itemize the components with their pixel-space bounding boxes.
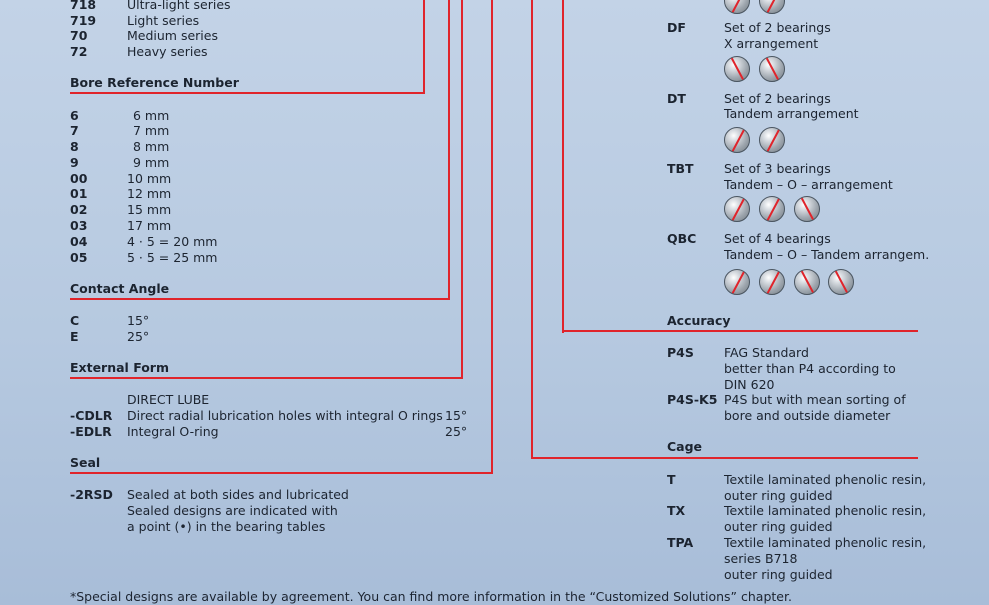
accuracy-heading: Accuracy <box>667 313 731 328</box>
bore-label: 4 · 5 = 20 mm <box>127 234 218 249</box>
connector-cage-underline <box>531 457 918 459</box>
bore-label: 7 mm <box>133 123 170 138</box>
seal-line: Sealed designs are indicated with <box>127 503 338 518</box>
seal-line: Sealed at both sides and lubricated <box>127 487 349 502</box>
series-code: 718 <box>70 0 97 12</box>
connector-cage-vertical <box>531 0 533 459</box>
external-angle: 25° <box>445 424 468 439</box>
bearing-ball-icon <box>724 127 750 153</box>
cage-code: TPA <box>667 535 694 550</box>
bearing-ball-icon <box>759 127 785 153</box>
bore-code: 6 <box>70 108 79 123</box>
connector-accuracy-vertical <box>562 0 564 333</box>
seal-heading: Seal <box>70 455 101 470</box>
series-label: Light series <box>127 13 200 28</box>
arrangement-line: X arrangement <box>724 36 819 51</box>
connector-bore-vertical <box>448 0 450 300</box>
seal-code: -2RSD <box>70 487 113 502</box>
bore-code: 02 <box>70 202 88 217</box>
external-heading: External Form <box>70 360 169 375</box>
external-label: Integral O-ring <box>127 424 219 439</box>
bearing-ball-icon <box>794 269 820 295</box>
connector-bore-underline <box>70 92 425 94</box>
bearing-ball-icon <box>724 56 750 82</box>
cage-line: Textile laminated phenolic resin, <box>724 503 927 518</box>
series-label: Heavy series <box>127 44 208 59</box>
seal-line: a point (•) in the bearing tables <box>127 519 326 534</box>
series-label: Ultra-light series <box>127 0 231 12</box>
bore-code: 8 <box>70 139 79 154</box>
connector-external-underline <box>70 377 463 379</box>
external-angle: 15° <box>445 408 468 423</box>
arrangement-line: Set of 3 bearings <box>724 161 831 176</box>
arrangement-line: Set of 4 bearings <box>724 231 831 246</box>
bore-label: 5 · 5 = 25 mm <box>127 250 218 265</box>
bearing-ball-icon <box>794 196 820 222</box>
cage-line: series B718 <box>724 551 798 566</box>
accuracy-line: FAG Standard <box>724 345 809 360</box>
bearing-ball-icon <box>724 196 750 222</box>
arrangement-line: Set of 2 bearings <box>724 20 831 35</box>
arrangement-code: QBC <box>667 231 697 246</box>
bore-code: 00 <box>70 171 88 186</box>
accuracy-code: P4S <box>667 345 694 360</box>
external-label: Direct radial lubrication holes with integral O rings <box>127 408 443 423</box>
cage-line: outer ring guided <box>724 488 833 503</box>
external-code: -EDLR <box>70 424 112 439</box>
cage-code: T <box>667 472 676 487</box>
contact-code: E <box>70 329 79 344</box>
accuracy-line: better than P4 according to <box>724 361 896 376</box>
cage-line: outer ring guided <box>724 567 833 582</box>
contact-label: 15° <box>127 313 150 328</box>
bearing-ball-icon <box>828 269 854 295</box>
arrangement-code: DF <box>667 20 686 35</box>
bearing-ball-icon <box>724 269 750 295</box>
bore-label: 8 mm <box>133 139 170 154</box>
series-code: 70 <box>70 28 88 43</box>
contact-heading: Contact Angle <box>70 281 170 296</box>
series-code: 719 <box>70 13 97 28</box>
arrangement-code: DT <box>667 91 686 106</box>
cage-code: TX <box>667 503 686 518</box>
accuracy-line: bore and outside diameter <box>724 408 891 423</box>
connector-contact-vertical <box>461 0 463 379</box>
accuracy-code: P4S-K5 <box>667 392 718 407</box>
bore-label: 9 mm <box>133 155 170 170</box>
connector-seal-vertical <box>491 0 493 474</box>
bearing-ball-icon <box>759 269 785 295</box>
bore-heading: Bore Reference Number <box>70 75 239 90</box>
bore-code: 9 <box>70 155 79 170</box>
external-code: -CDLR <box>70 408 113 423</box>
cage-line: outer ring guided <box>724 519 833 534</box>
bore-code: 7 <box>70 123 79 138</box>
external-subtitle: DIRECT LUBE <box>127 392 210 407</box>
bearing-ball-icon <box>759 56 785 82</box>
arrangement-line: Set of 2 bearings <box>724 91 831 106</box>
bore-code: 05 <box>70 250 88 265</box>
bore-code: 01 <box>70 186 88 201</box>
accuracy-line: DIN 620 <box>724 377 775 392</box>
connector-series-vertical <box>423 0 425 94</box>
series-label: Medium series <box>127 28 218 43</box>
cage-heading: Cage <box>667 439 703 454</box>
arrangement-line: Tandem arrangement <box>724 106 859 121</box>
arrangement-code: TBT <box>667 161 694 176</box>
connector-accuracy-underline <box>562 330 918 332</box>
cage-line: Textile laminated phenolic resin, <box>724 472 927 487</box>
bearing-ball-icon <box>724 0 750 14</box>
arrangement-line: Tandem – O – Tandem arrangem. <box>724 247 930 262</box>
bore-label: 10 mm <box>127 171 172 186</box>
bore-code: 04 <box>70 234 88 249</box>
contact-code: C <box>70 313 80 328</box>
connector-seal-underline <box>70 472 493 474</box>
contact-label: 25° <box>127 329 150 344</box>
arrangement-line: Tandem – O – arrangement <box>724 177 893 192</box>
cage-line: Textile laminated phenolic resin, <box>724 535 927 550</box>
bore-label: 17 mm <box>127 218 172 233</box>
bearing-ball-icon <box>759 196 785 222</box>
bore-label: 12 mm <box>127 186 172 201</box>
series-code: 72 <box>70 44 88 59</box>
accuracy-line: P4S but with mean sorting of <box>724 392 906 407</box>
bore-code: 03 <box>70 218 88 233</box>
bore-label: 6 mm <box>133 108 170 123</box>
bearing-ball-icon <box>759 0 785 14</box>
connector-contact-underline <box>70 298 450 300</box>
footnote: *Special designs are available by agreement. You can find more information in the “Customized Solutions” chapter. <box>70 589 792 604</box>
bore-label: 15 mm <box>127 202 172 217</box>
